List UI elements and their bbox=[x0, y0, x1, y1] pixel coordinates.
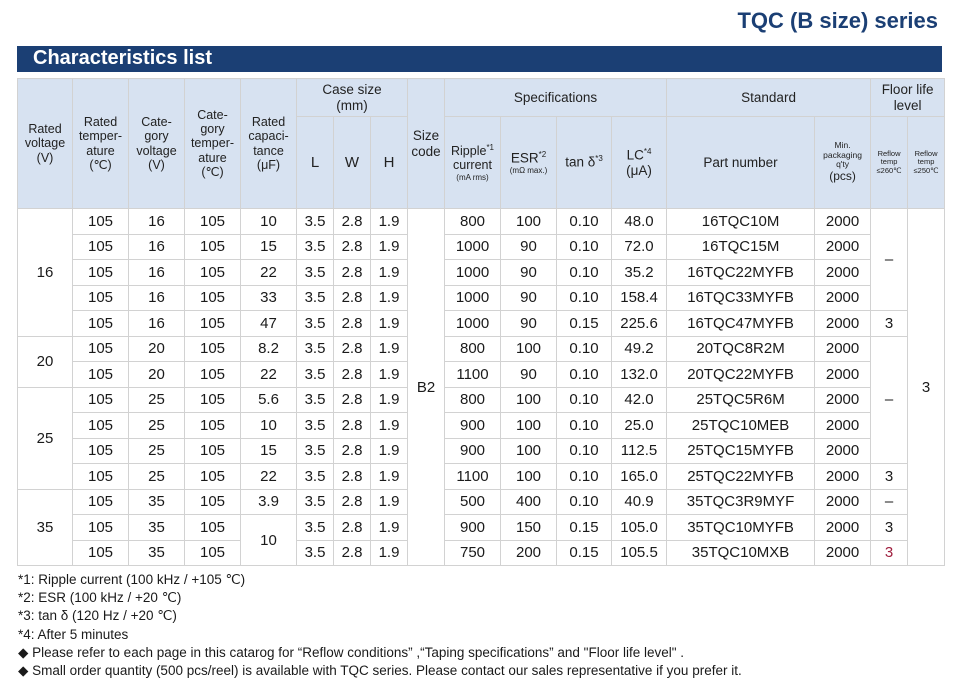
length-cell: 3.5 bbox=[297, 387, 334, 413]
packaging-cell: 2000 bbox=[815, 540, 871, 566]
category-temperature-header: Cate- gory temper- ature (℃) bbox=[185, 79, 241, 209]
capacitance-cell: 10 bbox=[241, 413, 297, 439]
width-cell: 2.8 bbox=[334, 285, 371, 311]
capacitance-cell: 5.6 bbox=[241, 387, 297, 413]
lc-cell: 165.0 bbox=[612, 464, 667, 490]
table-row bbox=[18, 515, 945, 541]
rated-temp-cell: 105 bbox=[73, 209, 129, 235]
part-number-cell: 16TQC33MYFB bbox=[667, 285, 815, 311]
rated-voltage-cell: 20 bbox=[18, 336, 73, 387]
category-voltage-cell: 25 bbox=[129, 413, 185, 439]
capacitance-cell: 22 bbox=[241, 464, 297, 490]
height-cell: 1.9 bbox=[371, 438, 408, 464]
category-temp-cell: 105 bbox=[185, 311, 241, 337]
tan-delta-cell: 0.10 bbox=[557, 209, 612, 235]
tan-delta-cell: 0.10 bbox=[557, 438, 612, 464]
ripple-cell: 1100 bbox=[445, 362, 501, 388]
width-cell: 2.8 bbox=[334, 489, 371, 515]
ripple-cell: 1000 bbox=[445, 260, 501, 286]
esr-cell: 90 bbox=[501, 285, 557, 311]
packaging-cell: 2000 bbox=[815, 515, 871, 541]
rated-voltage-cell: 35 bbox=[18, 489, 73, 566]
packaging-cell: 2000 bbox=[815, 464, 871, 490]
series-title: TQC (B size) series bbox=[737, 8, 938, 33]
height-cell: 1.9 bbox=[371, 515, 408, 541]
height-cell: 1.9 bbox=[371, 234, 408, 260]
tan-delta-cell: 0.15 bbox=[557, 540, 612, 566]
footnote: *3: tan δ (120 Hz / +20 ℃) bbox=[18, 608, 177, 624]
width-header: W bbox=[334, 117, 371, 209]
length-cell: 3.5 bbox=[297, 515, 334, 541]
category-temp-cell: 105 bbox=[185, 515, 241, 541]
width-cell: 2.8 bbox=[334, 438, 371, 464]
category-temp-cell: 105 bbox=[185, 209, 241, 235]
table-body bbox=[18, 209, 945, 566]
table-row bbox=[18, 489, 945, 515]
characteristics-table bbox=[17, 78, 945, 566]
length-cell: 3.5 bbox=[297, 540, 334, 566]
rated-temp-cell: 105 bbox=[73, 464, 129, 490]
lc-cell: 132.0 bbox=[612, 362, 667, 388]
ripple-cell: 900 bbox=[445, 438, 501, 464]
packaging-cell: 2000 bbox=[815, 489, 871, 515]
floor-life-header: Floor life level bbox=[871, 79, 945, 117]
reflow-250-header: Reflow temp ≤250℃ bbox=[908, 117, 945, 209]
height-cell: 1.9 bbox=[371, 209, 408, 235]
capacitance-cell: 15 bbox=[241, 234, 297, 260]
esr-header: ESR$^{*2}$ (mΩ max.) bbox=[501, 117, 557, 209]
width-cell: 2.8 bbox=[334, 336, 371, 362]
width-cell: 2.8 bbox=[334, 209, 371, 235]
table-header bbox=[18, 79, 945, 209]
width-cell: 2.8 bbox=[334, 540, 371, 566]
rated-temp-cell: 105 bbox=[73, 362, 129, 388]
tan-delta-cell: 0.10 bbox=[557, 489, 612, 515]
table-row bbox=[18, 260, 945, 286]
category-voltage-cell: 16 bbox=[129, 234, 185, 260]
ripple-cell: 1000 bbox=[445, 234, 501, 260]
table-row bbox=[18, 311, 945, 337]
width-cell: 2.8 bbox=[334, 413, 371, 439]
packaging-cell: 2000 bbox=[815, 311, 871, 337]
category-voltage-cell: 20 bbox=[129, 336, 185, 362]
ripple-cell: 500 bbox=[445, 489, 501, 515]
category-voltage-cell: 25 bbox=[129, 464, 185, 490]
floor-life-260-cell: 3 bbox=[871, 515, 908, 541]
standard-header: Standard bbox=[667, 79, 871, 117]
rated-temp-cell: 105 bbox=[73, 234, 129, 260]
rated-voltage-cell: 25 bbox=[18, 387, 73, 489]
packaging-cell: 2000 bbox=[815, 413, 871, 439]
length-cell: 3.5 bbox=[297, 438, 334, 464]
rated-temp-cell: 105 bbox=[73, 438, 129, 464]
part-number-header: Part number bbox=[667, 117, 815, 209]
ripple-cell: 800 bbox=[445, 209, 501, 235]
floor-life-260-cell: 3 bbox=[871, 311, 908, 337]
packaging-cell: 2000 bbox=[815, 260, 871, 286]
category-voltage-cell: 35 bbox=[129, 515, 185, 541]
packaging-cell: 2000 bbox=[815, 285, 871, 311]
reflow-260-header: Reflow temp ≤260℃ bbox=[871, 117, 908, 209]
packaging-cell: 2000 bbox=[815, 438, 871, 464]
tan-delta-cell: 0.10 bbox=[557, 260, 612, 286]
footnote: *2: ESR (100 kHz / +20 ℃) bbox=[18, 590, 182, 606]
category-voltage-cell: 16 bbox=[129, 209, 185, 235]
packaging-cell: 2000 bbox=[815, 362, 871, 388]
length-cell: 3.5 bbox=[297, 311, 334, 337]
part-number-cell: 25TQC10MEB bbox=[667, 413, 815, 439]
rated-temp-cell: 105 bbox=[73, 515, 129, 541]
length-header: L bbox=[297, 117, 334, 209]
case-size-header: Case size (mm) bbox=[297, 79, 408, 117]
floor-life-260-cell: – bbox=[871, 489, 908, 515]
height-cell: 1.9 bbox=[371, 362, 408, 388]
length-cell: 3.5 bbox=[297, 285, 334, 311]
part-number-cell: 20TQC8R2M bbox=[667, 336, 815, 362]
tan-delta-cell: 0.15 bbox=[557, 515, 612, 541]
length-cell: 3.5 bbox=[297, 413, 334, 439]
height-cell: 1.9 bbox=[371, 285, 408, 311]
floor-life-260-cell: – bbox=[871, 336, 908, 464]
category-voltage-cell: 16 bbox=[129, 311, 185, 337]
rated-temp-cell: 105 bbox=[73, 489, 129, 515]
lc-cell: 105.0 bbox=[612, 515, 667, 541]
category-temp-cell: 105 bbox=[185, 260, 241, 286]
esr-cell: 400 bbox=[501, 489, 557, 515]
part-number-cell: 20TQC22MYFB bbox=[667, 362, 815, 388]
section-banner bbox=[17, 46, 942, 72]
footnote: *1: Ripple current (100 kHz / +105 ℃) bbox=[18, 572, 246, 587]
packaging-cell: 2000 bbox=[815, 209, 871, 235]
part-number-cell: 16TQC47MYFB bbox=[667, 311, 815, 337]
capacitance-cell: 10 bbox=[241, 515, 297, 566]
esr-cell: 90 bbox=[501, 311, 557, 337]
part-number-cell: 35TQC3R9MYF bbox=[667, 489, 815, 515]
category-temp-cell: 105 bbox=[185, 489, 241, 515]
part-number-cell: 25TQC15MYFB bbox=[667, 438, 815, 464]
length-cell: 3.5 bbox=[297, 209, 334, 235]
height-cell: 1.9 bbox=[371, 540, 408, 566]
height-header: H bbox=[371, 117, 408, 209]
esr-cell: 90 bbox=[501, 234, 557, 260]
tan-delta-cell: 0.10 bbox=[557, 413, 612, 439]
tan-delta-cell: 0.10 bbox=[557, 285, 612, 311]
lc-cell: 42.0 bbox=[612, 387, 667, 413]
category-voltage-cell: 20 bbox=[129, 362, 185, 388]
table-row bbox=[18, 336, 945, 362]
rated-temperature-header: Rated temper- ature (℃) bbox=[73, 79, 129, 209]
category-voltage-cell: 25 bbox=[129, 387, 185, 413]
table-row bbox=[18, 464, 945, 490]
esr-cell: 100 bbox=[501, 438, 557, 464]
esr-cell: 150 bbox=[501, 515, 557, 541]
floor-life-250-cell: 3 bbox=[908, 209, 945, 566]
length-cell: 3.5 bbox=[297, 362, 334, 388]
floor-life-260-cell: 3 bbox=[871, 464, 908, 490]
esr-cell: 100 bbox=[501, 413, 557, 439]
height-cell: 1.9 bbox=[371, 413, 408, 439]
length-cell: 3.5 bbox=[297, 464, 334, 490]
part-number-cell: 35TQC10MYFB bbox=[667, 515, 815, 541]
specifications-header: Specifications bbox=[445, 79, 667, 117]
ripple-cell: 800 bbox=[445, 336, 501, 362]
category-temp-cell: 105 bbox=[185, 464, 241, 490]
category-temp-cell: 105 bbox=[185, 438, 241, 464]
rated-voltage-header: Rated voltage (V) bbox=[18, 79, 73, 209]
tan-delta-cell: 0.10 bbox=[557, 387, 612, 413]
capacitance-cell: 22 bbox=[241, 260, 297, 286]
category-temp-cell: 105 bbox=[185, 234, 241, 260]
table-row bbox=[18, 234, 945, 260]
tan-delta-header: $\tan \delta^{*3}$ bbox=[557, 117, 612, 209]
tan-delta-cell: 0.10 bbox=[557, 234, 612, 260]
height-cell: 1.9 bbox=[371, 489, 408, 515]
part-number-cell: 16TQC22MYFB bbox=[667, 260, 815, 286]
rated-capacitance-header: Rated capaci- tance (μF) bbox=[241, 79, 297, 209]
part-number-cell: 16TQC15M bbox=[667, 234, 815, 260]
part-number-cell: 16TQC10M bbox=[667, 209, 815, 235]
width-cell: 2.8 bbox=[334, 515, 371, 541]
ripple-cell: 1100 bbox=[445, 464, 501, 490]
length-cell: 3.5 bbox=[297, 260, 334, 286]
capacitance-cell: 8.2 bbox=[241, 336, 297, 362]
lc-cell: 158.4 bbox=[612, 285, 667, 311]
category-temp-cell: 105 bbox=[185, 336, 241, 362]
size-code-header: Size code bbox=[408, 79, 445, 209]
esr-cell: 100 bbox=[501, 336, 557, 362]
category-temp-cell: 105 bbox=[185, 387, 241, 413]
esr-cell: 200 bbox=[501, 540, 557, 566]
height-cell: 1.9 bbox=[371, 387, 408, 413]
length-cell: 3.5 bbox=[297, 336, 334, 362]
width-cell: 2.8 bbox=[334, 362, 371, 388]
table-row bbox=[18, 413, 945, 439]
capacitance-cell: 33 bbox=[241, 285, 297, 311]
table-row bbox=[18, 387, 945, 413]
category-voltage-cell: 35 bbox=[129, 489, 185, 515]
category-temp-cell: 105 bbox=[185, 362, 241, 388]
tan-delta-cell: 0.15 bbox=[557, 311, 612, 337]
table-row bbox=[18, 209, 945, 235]
category-temp-cell: 105 bbox=[185, 540, 241, 566]
ripple-cell: 1000 bbox=[445, 311, 501, 337]
size-code-cell: B2 bbox=[408, 209, 445, 566]
length-cell: 3.5 bbox=[297, 489, 334, 515]
length-cell: 3.5 bbox=[297, 234, 334, 260]
tan-delta-cell: 0.10 bbox=[557, 464, 612, 490]
lc-cell: 105.5 bbox=[612, 540, 667, 566]
width-cell: 2.8 bbox=[334, 311, 371, 337]
lc-header: LC$^{*4}$ (μA) bbox=[612, 117, 667, 209]
category-temp-cell: 105 bbox=[185, 285, 241, 311]
width-cell: 2.8 bbox=[334, 260, 371, 286]
rated-temp-cell: 105 bbox=[73, 285, 129, 311]
lc-cell: 40.9 bbox=[612, 489, 667, 515]
width-cell: 2.8 bbox=[334, 387, 371, 413]
ripple-current-header: Ripple$^{*1}$ current (mA rms) bbox=[445, 117, 501, 209]
height-cell: 1.9 bbox=[371, 260, 408, 286]
capacitance-cell: 22 bbox=[241, 362, 297, 388]
height-cell: 1.9 bbox=[371, 464, 408, 490]
esr-cell: 100 bbox=[501, 209, 557, 235]
part-number-cell: 25TQC22MYFB bbox=[667, 464, 815, 490]
width-cell: 2.8 bbox=[334, 234, 371, 260]
table-row bbox=[18, 540, 945, 566]
footnotes bbox=[18, 571, 742, 680]
esr-cell: 90 bbox=[501, 362, 557, 388]
category-voltage-cell: 16 bbox=[129, 285, 185, 311]
footnote: ◆ Small order quantity (500 pcs/reel) is available with TQC series. Please contact our sales representative if you prefer it. bbox=[18, 663, 742, 679]
rated-temp-cell: 105 bbox=[73, 311, 129, 337]
packaging-cell: 2000 bbox=[815, 234, 871, 260]
part-number-cell: 25TQC5R6M bbox=[667, 387, 815, 413]
tan-delta-cell: 0.10 bbox=[557, 336, 612, 362]
height-cell: 1.9 bbox=[371, 336, 408, 362]
rated-temp-cell: 105 bbox=[73, 540, 129, 566]
category-voltage-cell: 16 bbox=[129, 260, 185, 286]
rated-temp-cell: 105 bbox=[73, 260, 129, 286]
esr-cell: 100 bbox=[501, 464, 557, 490]
rated-temp-cell: 105 bbox=[73, 413, 129, 439]
footnote: ◆ Please refer to each page in this catarog for “Reflow conditions” ,“Taping specifications” and "Floor life level" . bbox=[18, 644, 685, 660]
category-temp-cell: 105 bbox=[185, 413, 241, 439]
table-row bbox=[18, 438, 945, 464]
esr-cell: 100 bbox=[501, 387, 557, 413]
capacitance-cell: 15 bbox=[241, 438, 297, 464]
lc-cell: 48.0 bbox=[612, 209, 667, 235]
lc-cell: 72.0 bbox=[612, 234, 667, 260]
rated-temp-cell: 105 bbox=[73, 336, 129, 362]
lc-cell: 35.2 bbox=[612, 260, 667, 286]
ripple-cell: 900 bbox=[445, 515, 501, 541]
floor-life-260-cell: 3 bbox=[871, 540, 908, 566]
esr-cell: 90 bbox=[501, 260, 557, 286]
table-row bbox=[18, 285, 945, 311]
footnote: *4: After 5 minutes bbox=[18, 626, 129, 642]
width-cell: 2.8 bbox=[334, 464, 371, 490]
category-voltage-cell: 35 bbox=[129, 540, 185, 566]
tan-delta-cell: 0.10 bbox=[557, 362, 612, 388]
capacitance-cell: 3.9 bbox=[241, 489, 297, 515]
ripple-cell: 1000 bbox=[445, 285, 501, 311]
min-packaging-header: Min. packaging q'ty (pcs) bbox=[815, 117, 871, 209]
lc-cell: 112.5 bbox=[612, 438, 667, 464]
category-voltage-header: Cate- gory voltage (V) bbox=[129, 79, 185, 209]
packaging-cell: 2000 bbox=[815, 387, 871, 413]
capacitance-cell: 47 bbox=[241, 311, 297, 337]
height-cell: 1.9 bbox=[371, 311, 408, 337]
ripple-cell: 800 bbox=[445, 387, 501, 413]
lc-cell: 49.2 bbox=[612, 336, 667, 362]
lc-cell: 225.6 bbox=[612, 311, 667, 337]
category-voltage-cell: 25 bbox=[129, 438, 185, 464]
rated-temp-cell: 105 bbox=[73, 387, 129, 413]
section-title: Characteristics list bbox=[33, 47, 212, 69]
table-row bbox=[18, 362, 945, 388]
packaging-cell: 2000 bbox=[815, 336, 871, 362]
lc-cell: 25.0 bbox=[612, 413, 667, 439]
rated-voltage-cell: 16 bbox=[18, 209, 73, 337]
ripple-cell: 750 bbox=[445, 540, 501, 566]
capacitance-cell: 10 bbox=[241, 209, 297, 235]
floor-life-260-cell: – bbox=[871, 209, 908, 311]
ripple-cell: 900 bbox=[445, 413, 501, 439]
part-number-cell: 35TQC10MXB bbox=[667, 540, 815, 566]
